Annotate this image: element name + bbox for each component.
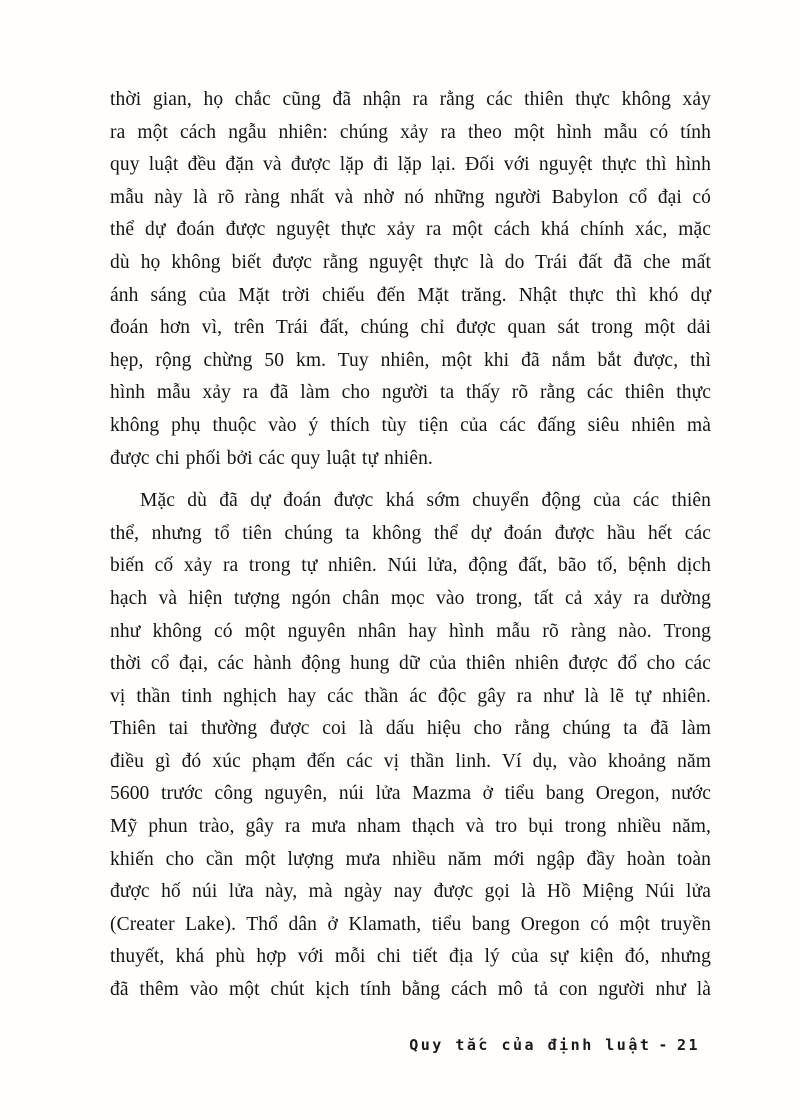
text-line: Mỹ phun trào, gây ra mưa nham thạch và tro bụi trong nhiều năm, [110, 816, 711, 838]
text-line: thời cổ đại, các hành động hung dữ của thiên nhiên được đổ cho các [110, 653, 711, 675]
page-body [110, 84, 711, 1007]
text-line: Mặc dù đã dự đoán được khá sớm chuyển động của các thiên [140, 490, 711, 512]
text-line: 5600 trước công nguyên, núi lửa Mazma ở tiểu bang Oregon, nước [110, 783, 711, 805]
footer-separator: - [658, 1036, 670, 1054]
text-line: thuyết, khá phù hợp với mỗi chi tiết địa lý của sự kiện đó, nhưng [110, 946, 711, 968]
text-line: khiến cho cần một lượng mưa nhiều năm mới ngập đầy hoàn toàn [110, 848, 711, 870]
text-line: biến cố xảy ra trong tự nhiên. Núi lửa, động đất, bão tố, bệnh dịch [110, 555, 711, 577]
paragraph [110, 485, 711, 1007]
text-line: thể dự đoán được nguyệt thực xảy ra một cách khá chính xác, mặc [110, 219, 711, 241]
text-line: quy luật đều đặn và được lặp đi lặp lại. Đối với nguyệt thực thì hình [110, 154, 711, 176]
text-line: hình mẫu xảy ra đã làm cho người ta thấy rõ rằng các thiên thực [110, 382, 711, 404]
text-line: hẹp, rộng chừng 50 km. Tuy nhiên, một khi đã nắm bắt được, thì [110, 349, 711, 371]
text-line: dù họ không biết được rằng nguyệt thực là do Trái đất đã che mất [110, 251, 711, 273]
text-line: như không có một nguyên nhân hay hình mẫu rõ ràng nào. Trong [110, 620, 711, 642]
text-line: Thiên tai thường được coi là dấu hiệu cho rằng chúng ta đã làm [110, 718, 711, 740]
text-line: thể, nhưng tổ tiên chúng ta không thể dự đoán được hầu hết các [110, 522, 711, 544]
text-line: mẫu này là rõ ràng nhất và nhờ nó những người Babylon cổ đại có [110, 186, 711, 208]
text-line: đoán hơn vì, trên Trái đất, chúng chỉ được quan sát trong một dải [110, 317, 711, 339]
text-line: đã thêm vào một chút kịch tính bằng cách mô tả con người như là [110, 979, 711, 1001]
text-line: ánh sáng của Mặt trời chiếu đến Mặt trăng. Nhật thực thì khó dự [110, 284, 711, 306]
text-line: ra một cách ngẫu nhiên: chúng xảy ra theo một hình mẫu có tính [110, 121, 711, 143]
running-footer [409, 1036, 700, 1054]
text-line: không phụ thuộc vào ý thích tùy tiện của các đấng siêu nhiên mà [110, 414, 711, 436]
text-line: được hố núi lửa này, mà ngày nay được gọi là Hồ Miệng Núi lửa [110, 881, 711, 903]
footer-section-title: Quy tắc của định luật [409, 1036, 652, 1054]
paragraph [110, 84, 711, 475]
text-line: hạch và hiện tượng ngón chân mọc vào trong, tất cả xảy ra dường [110, 587, 711, 609]
text-line: thời gian, họ chắc cũng đã nhận ra rằng các thiên thực không xảy [110, 89, 711, 110]
footer-page-number: 21 [676, 1036, 700, 1054]
text-line: (Creater Lake). Thổ dân ở Klamath, tiểu bang Oregon có một truyền [110, 913, 711, 935]
text-line: được chi phối bởi các quy luật tự nhiên. [110, 447, 433, 469]
text-line: điều gì đó xúc phạm đến các vị thần linh. Ví dụ, vào khoảng năm [110, 750, 711, 772]
text-line: vị thần tinh nghịch hay các thần ác độc gây ra như là lẽ tự nhiên. [110, 685, 711, 707]
